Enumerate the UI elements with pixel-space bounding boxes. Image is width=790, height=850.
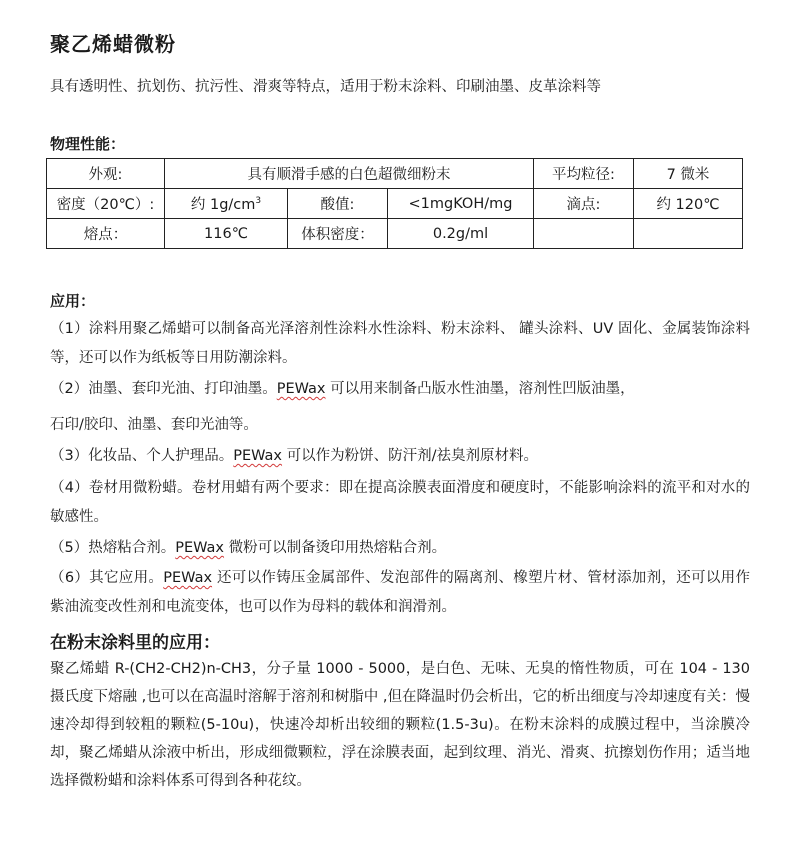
application-item-5: （5）热熔粘合剂。PEWax 微粉可以制备烫印用热熔粘合剂。 — [50, 540, 447, 556]
product-summary: 具有透明性、抗划伤、抗污性、滑爽等特点，适用于粉末涂料、印刷油墨、皮革涂料等 — [50, 79, 601, 95]
table-row — [47, 159, 743, 189]
drop-point-value: 约 120℃ — [634, 189, 743, 219]
applications-heading: 应用： — [50, 292, 96, 310]
powder-coating-text: 聚乙烯蜡 R-(CH2-CH2)n-CH3，分子量 1000 - 5000，是白色、无味、无臭的惰性物质，可在 104 - 130 摄氏度下熔融 ,也可以在高温时溶解于溶剂和树脂中 ,但在降温时仍会析出，它的析出细度与冷却速度有关：慢速冷却得到较粗的颗粒(5-10u)，快速冷却析出较细的颗粒(1.5-3u)。在粉末涂料的成膜过程中，当涂膜冷却，聚乙烯蜡从涂液中析出，形成细微颗粒，浮在涂膜表面，起到纹理、消光、滑爽、抗擦划伤作用；适当地选择微粉蜡和涂料体系可得到各种花纹。 — [50, 661, 750, 789]
appearance-label: 外观: — [47, 159, 165, 189]
acid-value: <1mgKOH/mg — [388, 189, 534, 219]
particle-size-value: 7 微米 — [634, 159, 743, 189]
particle-size-label: 平均粒径: — [534, 159, 634, 189]
physical-properties-heading: 物理性能： — [50, 135, 126, 153]
melting-point-value: 116℃ — [165, 219, 288, 249]
table-row — [47, 189, 743, 219]
empty-cell — [534, 219, 634, 249]
powder-coating-heading: 在粉末涂料里的应用： — [50, 633, 220, 653]
drop-point-label: 滴点: — [534, 189, 634, 219]
application-item-4: （4）卷材用微粉蜡。卷材用蜡有两个要求：即在提高涂膜表面滑度和硬度时，不能影响涂料的流平和对水的敏感性。 — [50, 480, 750, 525]
bulk-density-label: 体积密度： — [288, 219, 388, 249]
physical-properties-table — [46, 158, 743, 249]
bulk-density-value: 0.2g/ml — [388, 219, 534, 249]
application-item-2-continued: 石印/胶印、油墨、套印光油等。 — [50, 417, 258, 433]
table-row — [47, 219, 743, 249]
empty-cell — [634, 219, 743, 249]
page-title: 聚乙烯蜡微粉 — [50, 32, 176, 56]
acid-value-label: 酸值: — [288, 189, 388, 219]
density-value: 约 $1g/cm^3$ — [165, 189, 288, 219]
application-item-6: （6）其它应用。PEWax 还可以作铸压金属部件、发泡部件的隔离剂、橡塑片材、管材添加剂，还可以用作紫油流变改性剂和电流变体，也可以作为母料的载体和润滑剂。 — [50, 570, 750, 615]
application-item-3: （3）化妆品、个人护理品。PEWax 可以作为粉饼、防汗剂/祛臭剂原材料。 — [50, 448, 539, 464]
melting-point-label: 熔点： — [47, 219, 165, 249]
application-item-2: （2）油墨、套印光油、打印油墨。PEWax 可以用来制备凸版水性油墨，溶剂性凹版油墨， — [50, 381, 635, 397]
density-label: 密度（20℃）: — [47, 189, 165, 219]
application-item-1: （1）涂料用聚乙烯蜡可以制备高光泽溶剂性涂料水性涂料、粉末涂料、 罐头涂料、UV 固化、金属装饰涂料等，还可以作为纸板等日用防潮涂料。 — [50, 321, 750, 366]
appearance-value: 具有顺滑手感的白色超微细粉末 — [165, 159, 534, 189]
